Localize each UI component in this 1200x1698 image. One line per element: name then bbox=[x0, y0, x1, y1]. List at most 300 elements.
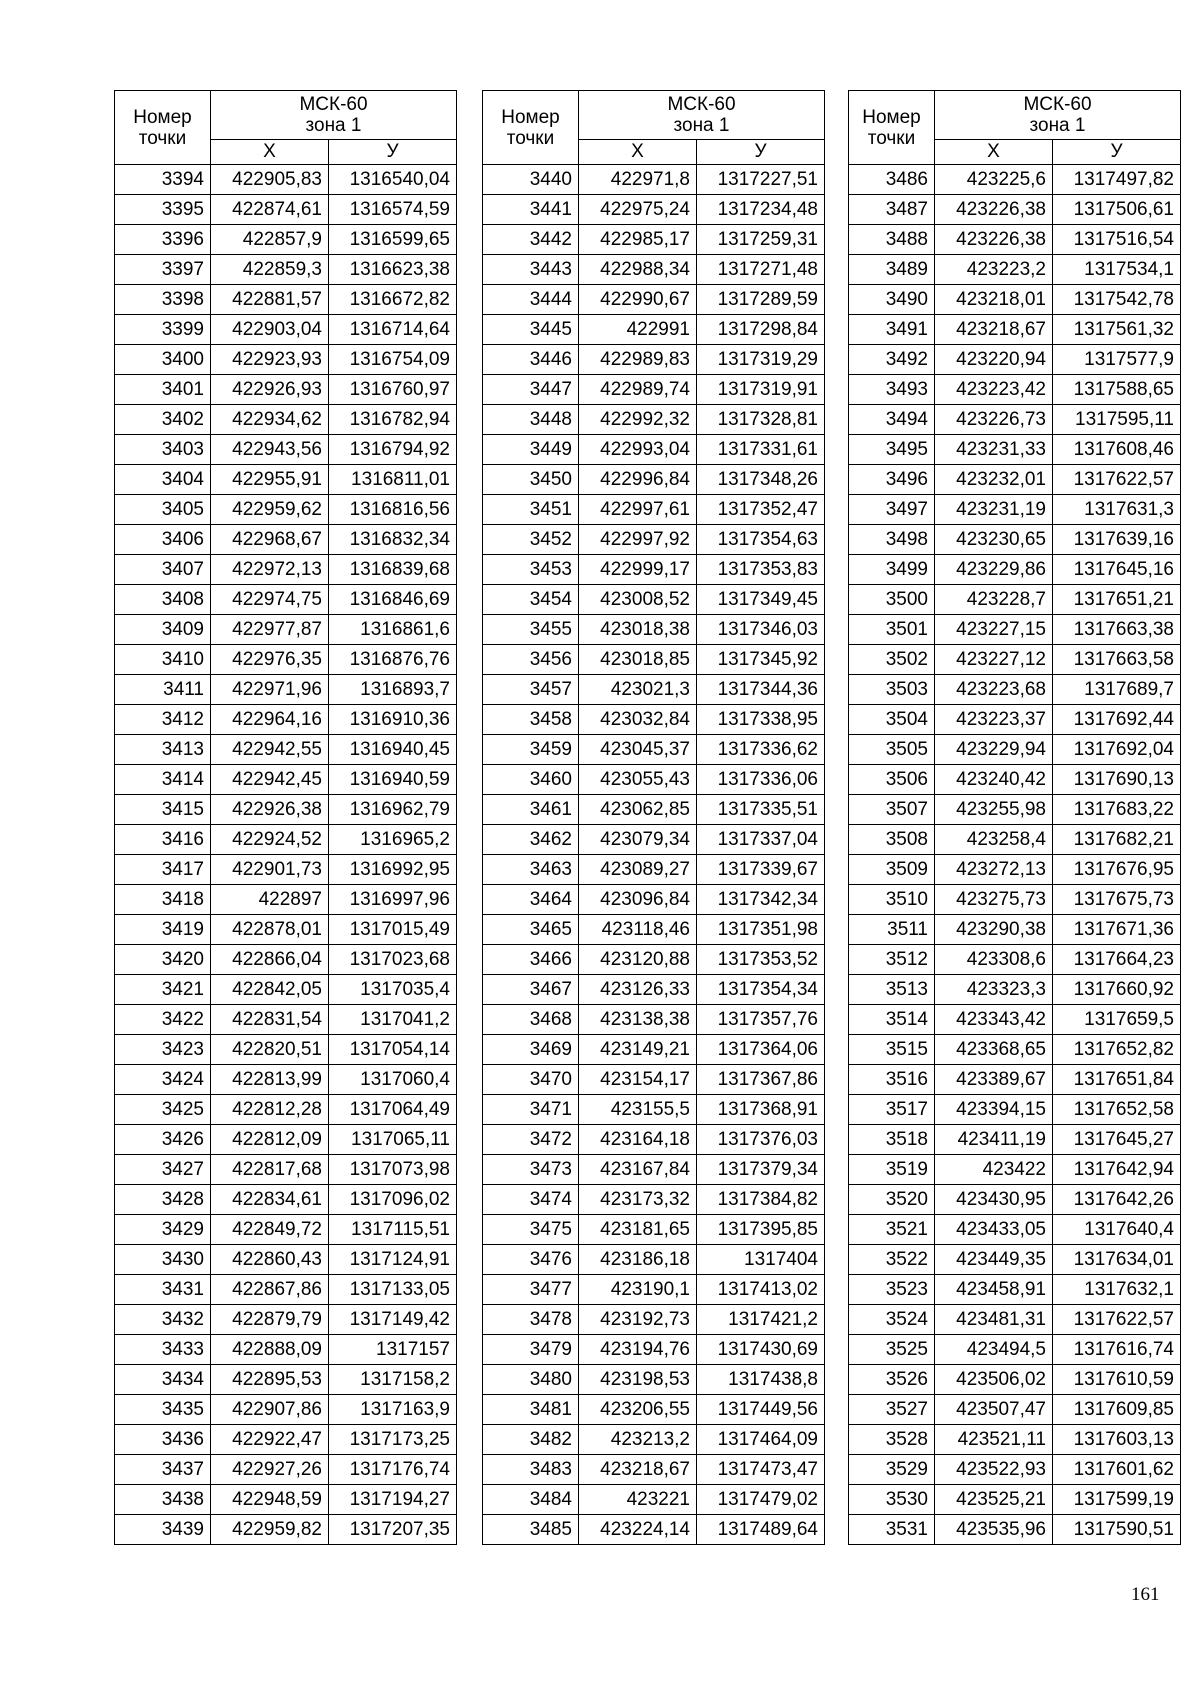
x-cell: 422942,45 bbox=[211, 765, 329, 795]
point-number-cell: 3410 bbox=[115, 645, 211, 675]
y-cell: 1317379,34 bbox=[697, 1155, 825, 1185]
y-cell: 1317339,67 bbox=[697, 855, 825, 885]
point-number-cell: 3452 bbox=[483, 525, 579, 555]
x-cell: 423224,14 bbox=[579, 1515, 697, 1545]
table-row bbox=[849, 795, 1181, 825]
y-cell: 1317676,95 bbox=[1053, 855, 1181, 885]
y-cell: 1317328,81 bbox=[697, 405, 825, 435]
point-number-cell: 3406 bbox=[115, 525, 211, 555]
x-cell: 422977,87 bbox=[211, 615, 329, 645]
table-row bbox=[483, 1275, 825, 1305]
x-cell: 422820,51 bbox=[211, 1035, 329, 1065]
table-row bbox=[115, 735, 457, 765]
x-cell: 422934,62 bbox=[211, 405, 329, 435]
table-row bbox=[483, 555, 825, 585]
table-row bbox=[849, 195, 1181, 225]
x-cell: 422813,99 bbox=[211, 1065, 329, 1095]
y-cell: 1316540,04 bbox=[329, 165, 457, 195]
x-cell: 423055,43 bbox=[579, 765, 697, 795]
y-cell: 1317259,31 bbox=[697, 225, 825, 255]
y-cell: 1317590,51 bbox=[1053, 1515, 1181, 1545]
point-number-cell: 3475 bbox=[483, 1215, 579, 1245]
point-number-cell: 3426 bbox=[115, 1125, 211, 1155]
x-cell: 422859,3 bbox=[211, 255, 329, 285]
page-number: 161 bbox=[1131, 1584, 1160, 1605]
point-number-cell: 3438 bbox=[115, 1485, 211, 1515]
y-cell: 1317692,04 bbox=[1053, 735, 1181, 765]
point-number-cell: 3448 bbox=[483, 405, 579, 435]
table-row bbox=[849, 1395, 1181, 1425]
x-cell: 423226,73 bbox=[935, 405, 1053, 435]
table-row bbox=[115, 375, 457, 405]
point-number-cell: 3500 bbox=[849, 585, 935, 615]
point-number-cell: 3428 bbox=[115, 1185, 211, 1215]
y-cell: 1317632,1 bbox=[1053, 1275, 1181, 1305]
y-cell: 1316782,94 bbox=[329, 405, 457, 435]
y-cell: 1317506,61 bbox=[1053, 195, 1181, 225]
x-cell: 423231,33 bbox=[935, 435, 1053, 465]
table-row bbox=[849, 855, 1181, 885]
y-cell: 1317163,9 bbox=[329, 1395, 457, 1425]
table-row bbox=[849, 825, 1181, 855]
x-cell: 423227,15 bbox=[935, 615, 1053, 645]
y-cell: 1316965,2 bbox=[329, 825, 457, 855]
x-cell: 423343,42 bbox=[935, 1005, 1053, 1035]
y-cell: 1316832,34 bbox=[329, 525, 457, 555]
point-number-cell: 3505 bbox=[849, 735, 935, 765]
y-cell: 1317157 bbox=[329, 1335, 457, 1365]
coord-table-1 bbox=[114, 90, 457, 1545]
x-cell: 423192,73 bbox=[579, 1305, 697, 1335]
point-number-cell: 3427 bbox=[115, 1155, 211, 1185]
x-cell: 422989,83 bbox=[579, 345, 697, 375]
point-number-cell: 3486 bbox=[849, 165, 935, 195]
table-row bbox=[849, 1005, 1181, 1035]
x-cell: 423226,38 bbox=[935, 195, 1053, 225]
x-cell: 423021,3 bbox=[579, 675, 697, 705]
y-cell: 1317124,91 bbox=[329, 1245, 457, 1275]
point-number-cell: 3525 bbox=[849, 1335, 935, 1365]
x-cell: 422948,59 bbox=[211, 1485, 329, 1515]
y-cell: 1317608,46 bbox=[1053, 435, 1181, 465]
y-cell: 1316574,59 bbox=[329, 195, 457, 225]
y-header: У bbox=[329, 140, 457, 165]
x-cell: 423018,85 bbox=[579, 645, 697, 675]
point-number-cell: 3444 bbox=[483, 285, 579, 315]
point-number-cell: 3471 bbox=[483, 1095, 579, 1125]
x-cell: 423275,73 bbox=[935, 885, 1053, 915]
table-row bbox=[483, 1125, 825, 1155]
y-cell: 1316893,7 bbox=[329, 675, 457, 705]
x-cell: 422907,86 bbox=[211, 1395, 329, 1425]
x-cell: 423258,4 bbox=[935, 825, 1053, 855]
table-row bbox=[483, 765, 825, 795]
point-number-cell: 3513 bbox=[849, 975, 935, 1005]
point-number-cell: 3394 bbox=[115, 165, 211, 195]
point-number-header: Номер точки bbox=[849, 91, 935, 165]
x-cell: 422878,01 bbox=[211, 915, 329, 945]
y-cell: 1316839,68 bbox=[329, 555, 457, 585]
point-number-cell: 3409 bbox=[115, 615, 211, 645]
x-cell: 423138,38 bbox=[579, 1005, 697, 1035]
table-row bbox=[115, 1305, 457, 1335]
table-row bbox=[115, 255, 457, 285]
point-number-cell: 3524 bbox=[849, 1305, 935, 1335]
table-row bbox=[849, 465, 1181, 495]
point-number-cell: 3419 bbox=[115, 915, 211, 945]
table-row bbox=[483, 1425, 825, 1455]
table-row bbox=[849, 1485, 1181, 1515]
point-number-cell: 3453 bbox=[483, 555, 579, 585]
x-cell: 423227,12 bbox=[935, 645, 1053, 675]
point-number-cell: 3408 bbox=[115, 585, 211, 615]
table-row bbox=[483, 1305, 825, 1335]
point-number-cell: 3463 bbox=[483, 855, 579, 885]
x-cell: 423221 bbox=[579, 1485, 697, 1515]
point-number-cell: 3482 bbox=[483, 1425, 579, 1455]
table-row bbox=[115, 885, 457, 915]
x-cell: 422905,83 bbox=[211, 165, 329, 195]
table-row bbox=[483, 1395, 825, 1425]
point-number-header: Номер точки bbox=[483, 91, 579, 165]
y-cell: 1317065,11 bbox=[329, 1125, 457, 1155]
y-cell: 1317631,3 bbox=[1053, 495, 1181, 525]
point-number-cell: 3493 bbox=[849, 375, 935, 405]
point-number-cell: 3433 bbox=[115, 1335, 211, 1365]
y-cell: 1317534,1 bbox=[1053, 255, 1181, 285]
table-row bbox=[115, 405, 457, 435]
y-cell: 1317073,98 bbox=[329, 1155, 457, 1185]
x-cell: 422897 bbox=[211, 885, 329, 915]
y-cell: 1317464,09 bbox=[697, 1425, 825, 1455]
y-cell: 1316672,82 bbox=[329, 285, 457, 315]
y-cell: 1317345,92 bbox=[697, 645, 825, 675]
x-cell: 423223,2 bbox=[935, 255, 1053, 285]
y-cell: 1317664,23 bbox=[1053, 945, 1181, 975]
point-number-cell: 3402 bbox=[115, 405, 211, 435]
point-number-cell: 3509 bbox=[849, 855, 935, 885]
table-row bbox=[483, 495, 825, 525]
table-row bbox=[483, 1185, 825, 1215]
y-cell: 1317479,02 bbox=[697, 1485, 825, 1515]
x-cell: 423173,32 bbox=[579, 1185, 697, 1215]
x-cell: 422972,13 bbox=[211, 555, 329, 585]
table-row bbox=[849, 525, 1181, 555]
y-cell: 1317115,51 bbox=[329, 1215, 457, 1245]
x-cell: 423229,86 bbox=[935, 555, 1053, 585]
table-row bbox=[849, 1455, 1181, 1485]
point-number-cell: 3423 bbox=[115, 1035, 211, 1065]
y-cell: 1316811,01 bbox=[329, 465, 457, 495]
x-cell: 423186,18 bbox=[579, 1245, 697, 1275]
x-cell: 423079,34 bbox=[579, 825, 697, 855]
point-number-cell: 3530 bbox=[849, 1485, 935, 1515]
x-cell: 422860,43 bbox=[211, 1245, 329, 1275]
table-row bbox=[483, 945, 825, 975]
y-cell: 1317516,54 bbox=[1053, 225, 1181, 255]
y-cell: 1317289,59 bbox=[697, 285, 825, 315]
x-cell: 422849,72 bbox=[211, 1215, 329, 1245]
x-cell: 422834,61 bbox=[211, 1185, 329, 1215]
point-number-cell: 3451 bbox=[483, 495, 579, 525]
y-cell: 1317660,92 bbox=[1053, 975, 1181, 1005]
x-cell: 422842,05 bbox=[211, 975, 329, 1005]
y-cell: 1317319,29 bbox=[697, 345, 825, 375]
table-row bbox=[115, 1515, 457, 1545]
y-cell: 1317640,4 bbox=[1053, 1215, 1181, 1245]
point-number-cell: 3470 bbox=[483, 1065, 579, 1095]
table-row bbox=[849, 405, 1181, 435]
y-cell: 1317588,65 bbox=[1053, 375, 1181, 405]
table-row bbox=[849, 495, 1181, 525]
x-cell: 422866,04 bbox=[211, 945, 329, 975]
table-row bbox=[483, 315, 825, 345]
point-number-cell: 3528 bbox=[849, 1425, 935, 1455]
table-row bbox=[115, 975, 457, 1005]
y-cell: 1317133,05 bbox=[329, 1275, 457, 1305]
table-row bbox=[115, 285, 457, 315]
point-number-cell: 3516 bbox=[849, 1065, 935, 1095]
y-cell: 1317064,49 bbox=[329, 1095, 457, 1125]
table-row bbox=[115, 615, 457, 645]
table-row bbox=[115, 765, 457, 795]
table-row bbox=[115, 315, 457, 345]
point-number-cell: 3476 bbox=[483, 1245, 579, 1275]
point-number-cell: 3461 bbox=[483, 795, 579, 825]
x-cell: 422903,04 bbox=[211, 315, 329, 345]
x-cell: 423220,94 bbox=[935, 345, 1053, 375]
y-cell: 1317601,62 bbox=[1053, 1455, 1181, 1485]
table-row bbox=[115, 1155, 457, 1185]
point-number-cell: 3458 bbox=[483, 705, 579, 735]
y-cell: 1317337,04 bbox=[697, 825, 825, 855]
point-number-cell: 3526 bbox=[849, 1365, 935, 1395]
table-row bbox=[115, 345, 457, 375]
y-cell: 1317234,48 bbox=[697, 195, 825, 225]
point-number-cell: 3411 bbox=[115, 675, 211, 705]
y-cell: 1317642,94 bbox=[1053, 1155, 1181, 1185]
x-cell: 423089,27 bbox=[579, 855, 697, 885]
point-number-cell: 3441 bbox=[483, 195, 579, 225]
point-number-cell: 3401 bbox=[115, 375, 211, 405]
y-header: У bbox=[697, 140, 825, 165]
point-number-cell: 3432 bbox=[115, 1305, 211, 1335]
table-row bbox=[115, 435, 457, 465]
y-cell: 1317599,19 bbox=[1053, 1485, 1181, 1515]
table-row bbox=[115, 465, 457, 495]
point-number-cell: 3447 bbox=[483, 375, 579, 405]
point-number-cell: 3398 bbox=[115, 285, 211, 315]
y-cell: 1317652,58 bbox=[1053, 1095, 1181, 1125]
point-number-cell: 3499 bbox=[849, 555, 935, 585]
y-cell: 1317651,21 bbox=[1053, 585, 1181, 615]
y-cell: 1317634,01 bbox=[1053, 1245, 1181, 1275]
table-row bbox=[849, 645, 1181, 675]
point-number-cell: 3483 bbox=[483, 1455, 579, 1485]
y-cell: 1317622,57 bbox=[1053, 465, 1181, 495]
x-cell: 423198,53 bbox=[579, 1365, 697, 1395]
x-cell: 423226,38 bbox=[935, 225, 1053, 255]
x-cell: 422926,38 bbox=[211, 795, 329, 825]
x-cell: 423223,37 bbox=[935, 705, 1053, 735]
x-cell: 423218,67 bbox=[579, 1455, 697, 1485]
y-cell: 1316599,65 bbox=[329, 225, 457, 255]
point-number-cell: 3517 bbox=[849, 1095, 935, 1125]
x-cell: 423154,17 bbox=[579, 1065, 697, 1095]
x-cell: 423223,42 bbox=[935, 375, 1053, 405]
point-number-cell: 3456 bbox=[483, 645, 579, 675]
table-row bbox=[115, 165, 457, 195]
table-row bbox=[849, 1185, 1181, 1215]
point-number-cell: 3415 bbox=[115, 795, 211, 825]
x-cell: 423008,52 bbox=[579, 585, 697, 615]
x-cell: 423194,76 bbox=[579, 1335, 697, 1365]
point-number-cell: 3515 bbox=[849, 1035, 935, 1065]
table-row bbox=[483, 1065, 825, 1095]
table-row bbox=[115, 795, 457, 825]
point-number-cell: 3468 bbox=[483, 1005, 579, 1035]
point-number-cell: 3440 bbox=[483, 165, 579, 195]
table-row bbox=[483, 615, 825, 645]
y-cell: 1317207,35 bbox=[329, 1515, 457, 1545]
table-row bbox=[849, 1245, 1181, 1275]
x-cell: 422959,82 bbox=[211, 1515, 329, 1545]
point-number-header: Номер точки bbox=[115, 91, 211, 165]
table-row bbox=[483, 1485, 825, 1515]
x-cell: 422997,61 bbox=[579, 495, 697, 525]
x-cell: 422922,47 bbox=[211, 1425, 329, 1455]
point-number-cell: 3503 bbox=[849, 675, 935, 705]
table-row bbox=[115, 585, 457, 615]
y-cell: 1317384,82 bbox=[697, 1185, 825, 1215]
table-row bbox=[115, 645, 457, 675]
point-number-cell: 3395 bbox=[115, 195, 211, 225]
y-cell: 1316992,95 bbox=[329, 855, 457, 885]
y-cell: 1317357,76 bbox=[697, 1005, 825, 1035]
x-cell: 423433,05 bbox=[935, 1215, 1053, 1245]
table-row bbox=[115, 1065, 457, 1095]
y-cell: 1317651,84 bbox=[1053, 1065, 1181, 1095]
point-number-cell: 3436 bbox=[115, 1425, 211, 1455]
x-cell: 423149,21 bbox=[579, 1035, 697, 1065]
y-cell: 1317395,85 bbox=[697, 1215, 825, 1245]
table-row bbox=[849, 375, 1181, 405]
table-row bbox=[483, 975, 825, 1005]
point-number-cell: 3497 bbox=[849, 495, 935, 525]
x-cell: 423225,6 bbox=[935, 165, 1053, 195]
table-row bbox=[849, 255, 1181, 285]
y-cell: 1316846,69 bbox=[329, 585, 457, 615]
point-number-cell: 3490 bbox=[849, 285, 935, 315]
table-row bbox=[483, 255, 825, 285]
point-number-cell: 3478 bbox=[483, 1305, 579, 1335]
x-cell: 422959,62 bbox=[211, 495, 329, 525]
table-row bbox=[115, 225, 457, 255]
x-cell: 423181,65 bbox=[579, 1215, 697, 1245]
x-cell: 423411,19 bbox=[935, 1125, 1053, 1155]
x-cell: 422926,93 bbox=[211, 375, 329, 405]
point-number-cell: 3437 bbox=[115, 1455, 211, 1485]
y-cell: 1317149,42 bbox=[329, 1305, 457, 1335]
point-number-cell: 3459 bbox=[483, 735, 579, 765]
table-row bbox=[849, 1125, 1181, 1155]
x-cell: 423155,5 bbox=[579, 1095, 697, 1125]
y-cell: 1317349,45 bbox=[697, 585, 825, 615]
point-number-cell: 3421 bbox=[115, 975, 211, 1005]
y-cell: 1317376,03 bbox=[697, 1125, 825, 1155]
y-cell: 1317096,02 bbox=[329, 1185, 457, 1215]
x-cell: 422996,84 bbox=[579, 465, 697, 495]
point-number-cell: 3413 bbox=[115, 735, 211, 765]
y-cell: 1317353,52 bbox=[697, 945, 825, 975]
point-number-cell: 3443 bbox=[483, 255, 579, 285]
table-row bbox=[483, 855, 825, 885]
table-row bbox=[849, 765, 1181, 795]
table-row bbox=[483, 1035, 825, 1065]
table-row bbox=[483, 1365, 825, 1395]
x-cell: 422857,9 bbox=[211, 225, 329, 255]
y-cell: 1317060,4 bbox=[329, 1065, 457, 1095]
point-number-cell: 3420 bbox=[115, 945, 211, 975]
x-cell: 423389,67 bbox=[935, 1065, 1053, 1095]
point-number-cell: 3522 bbox=[849, 1245, 935, 1275]
table-row bbox=[483, 465, 825, 495]
table-row bbox=[849, 945, 1181, 975]
point-number-cell: 3504 bbox=[849, 705, 935, 735]
y-cell: 1316997,96 bbox=[329, 885, 457, 915]
y-cell: 1317489,64 bbox=[697, 1515, 825, 1545]
x-cell: 422985,17 bbox=[579, 225, 697, 255]
y-cell: 1317368,91 bbox=[697, 1095, 825, 1125]
y-cell: 1316940,59 bbox=[329, 765, 457, 795]
table-row bbox=[115, 1095, 457, 1125]
table-row bbox=[849, 585, 1181, 615]
table-row bbox=[849, 915, 1181, 945]
x-cell: 422993,04 bbox=[579, 435, 697, 465]
y-cell: 1317639,16 bbox=[1053, 525, 1181, 555]
x-cell: 423290,38 bbox=[935, 915, 1053, 945]
x-header: Х bbox=[211, 140, 329, 165]
y-cell: 1317610,59 bbox=[1053, 1365, 1181, 1395]
x-cell: 423368,65 bbox=[935, 1035, 1053, 1065]
table-row bbox=[483, 1515, 825, 1545]
point-number-cell: 3469 bbox=[483, 1035, 579, 1065]
x-cell: 423218,01 bbox=[935, 285, 1053, 315]
y-cell: 1317015,49 bbox=[329, 915, 457, 945]
y-cell: 1317335,51 bbox=[697, 795, 825, 825]
point-number-cell: 3480 bbox=[483, 1365, 579, 1395]
y-cell: 1317663,38 bbox=[1053, 615, 1181, 645]
y-cell: 1317342,34 bbox=[697, 885, 825, 915]
point-number-cell: 3431 bbox=[115, 1275, 211, 1305]
y-cell: 1317194,27 bbox=[329, 1485, 457, 1515]
table-row bbox=[115, 855, 457, 885]
x-cell: 422989,74 bbox=[579, 375, 697, 405]
point-number-cell: 3403 bbox=[115, 435, 211, 465]
y-cell: 1317659,5 bbox=[1053, 1005, 1181, 1035]
table-row bbox=[483, 1455, 825, 1485]
table-row bbox=[115, 705, 457, 735]
table-row bbox=[115, 195, 457, 225]
point-number-cell: 3434 bbox=[115, 1365, 211, 1395]
y-cell: 1317271,48 bbox=[697, 255, 825, 285]
x-cell: 422964,16 bbox=[211, 705, 329, 735]
point-number-cell: 3449 bbox=[483, 435, 579, 465]
x-cell: 422974,75 bbox=[211, 585, 329, 615]
table-row bbox=[849, 1365, 1181, 1395]
y-cell: 1317449,56 bbox=[697, 1395, 825, 1425]
x-cell: 423521,11 bbox=[935, 1425, 1053, 1455]
